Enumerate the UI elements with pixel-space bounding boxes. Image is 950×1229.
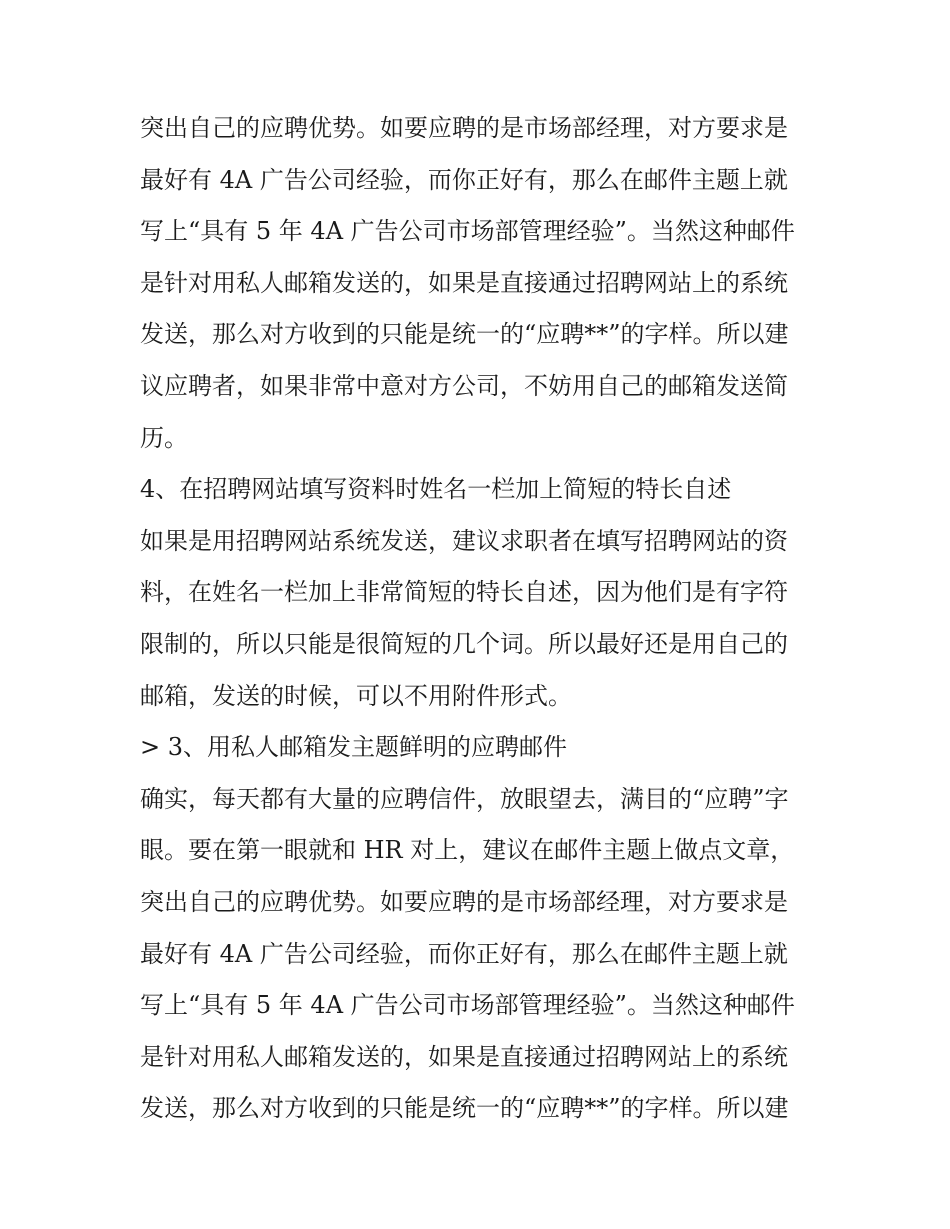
paragraph-line: 眼。要在第一眼就和 HR 对上，建议在邮件主题上做点文章， <box>140 836 795 865</box>
paragraph-line: 最好有 4A 广告公司经验，而你正好有，那么在邮件主题上就 <box>140 165 788 194</box>
paragraph-line: 突出自己的应聘优势。如要应聘的是市场部经理，对方要求是 <box>140 114 788 142</box>
paragraph-line: 议应聘者，如果非常中意对方公司，不妨用自己的邮箱发送简 <box>140 371 788 400</box>
paragraph-line: 是针对用私人邮箱发送的，如果是直接通过招聘网站上的系统 <box>140 268 788 297</box>
paragraph-line: 发送，那么对方收到的只能是统一的“应聘**”的字样。所以建 <box>140 320 789 349</box>
section-heading: > 3、用私人邮箱发主题鲜明的应聘邮件 <box>140 733 568 762</box>
paragraph-line: 历。 <box>140 423 188 452</box>
paragraph-line: 是针对用私人邮箱发送的，如果是直接通过招聘网站上的系统 <box>140 1042 788 1071</box>
paragraph-line: 限制的，所以只能是很简短的几个词。所以最好还是用自己的 <box>140 629 788 658</box>
paragraph-line: 写上“具有 5 年 4A 广告公司市场部管理经验”。当然这种邮件 <box>140 217 795 246</box>
paragraph-line: 邮箱，发送的时候，可以不用附件形式。 <box>140 681 572 710</box>
paragraph-line: 写上“具有 5 年 4A 广告公司市场部管理经验”。当然这种邮件 <box>140 991 795 1020</box>
paragraph-line: 最好有 4A 广告公司经验，而你正好有，那么在邮件主题上就 <box>140 939 788 968</box>
paragraph-line: 发送，那么对方收到的只能是统一的“应聘**”的字样。所以建 <box>140 1094 789 1123</box>
paragraph-line: 料，在姓名一栏加上非常简短的特长自述，因为他们是有字符 <box>140 578 788 607</box>
paragraph-line: 突出自己的应聘优势。如要应聘的是市场部经理，对方要求是 <box>140 887 788 916</box>
paragraph-line: 确实，每天都有大量的应聘信件，放眼望去，满目的“应聘”字 <box>140 784 789 813</box>
paragraph-line: 如果是用招聘网站系统发送，建议求职者在填写招聘网站的资 <box>140 526 788 555</box>
section-heading: 4、在招聘网站填写资料时姓名一栏加上简短的特长自述 <box>140 475 732 504</box>
document-body <box>140 103 820 1135</box>
